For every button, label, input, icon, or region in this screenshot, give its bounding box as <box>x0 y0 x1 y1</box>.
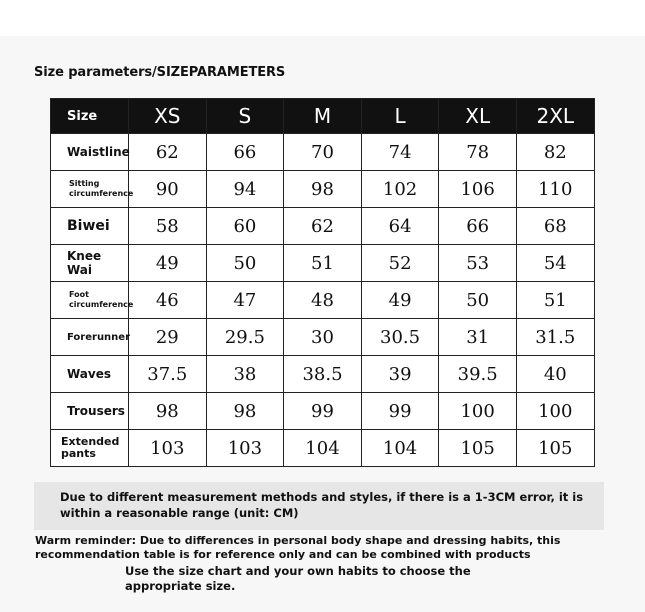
table-cell: 39.5 <box>439 356 517 393</box>
size-header-row <box>51 99 595 134</box>
size-table <box>50 98 595 467</box>
table-cell: 58 <box>129 208 207 245</box>
row-label-line2: circumference <box>69 300 134 309</box>
table-row <box>51 134 595 171</box>
table-cell: 53 <box>439 245 517 282</box>
table-row <box>51 356 595 393</box>
table-cell: 62 <box>284 208 362 245</box>
row-label-line1: Foot <box>69 290 89 299</box>
table-cell: 54 <box>516 245 594 282</box>
table-row <box>51 208 595 245</box>
measurement-note: Due to different measurement methods and styles, if there is a 1-3CM error, it is within a reasonable range (unit: CM) <box>60 490 584 520</box>
size-header-xl: XL <box>439 99 517 134</box>
table-cell: 100 <box>516 393 594 430</box>
table-cell: 50 <box>206 245 284 282</box>
size-header-m: M <box>284 99 362 134</box>
row-label-waves: Waves <box>51 356 129 393</box>
table-cell: 82 <box>516 134 594 171</box>
row-label-biwei: Biwei <box>51 208 129 245</box>
row-label-line2: pants <box>61 447 96 460</box>
table-cell: 29 <box>129 319 207 356</box>
table-row <box>51 282 595 319</box>
row-label-line1: Sitting <box>69 179 100 188</box>
table-cell: 31 <box>439 319 517 356</box>
table-cell: 98 <box>284 171 362 208</box>
table-cell: 47 <box>206 282 284 319</box>
table-cell: 104 <box>284 430 362 467</box>
warm-reminder-continued: Use the size chart and your own habits to choose the appropriate size. <box>125 564 471 593</box>
table-cell: 46 <box>129 282 207 319</box>
row-label-trousers: Trousers <box>51 393 129 430</box>
row-label-line1: Extended <box>61 435 120 448</box>
table-row <box>51 171 595 208</box>
table-cell: 105 <box>439 430 517 467</box>
table-cell: 49 <box>361 282 439 319</box>
table-cell: 106 <box>439 171 517 208</box>
table-cell: 74 <box>361 134 439 171</box>
row-label-extended-pants <box>51 430 129 467</box>
table-cell: 78 <box>439 134 517 171</box>
table-cell: 90 <box>129 171 207 208</box>
row-label-foot-circumference <box>51 282 134 319</box>
row-label-knee-wai: Knee Wai <box>51 245 129 282</box>
table-cell: 66 <box>206 134 284 171</box>
table-row <box>51 393 595 430</box>
table-cell: 60 <box>206 208 284 245</box>
table-cell: 37.5 <box>129 356 207 393</box>
table-cell: 100 <box>439 393 517 430</box>
table-cell: 38 <box>206 356 284 393</box>
size-header-2xl: 2XL <box>516 99 594 134</box>
warm-reminder: Warm reminder: Due to differences in personal body shape and dressing habits, this recommendation table is for reference only and can be combined with products <box>35 534 561 561</box>
table-cell: 62 <box>129 134 207 171</box>
table-cell: 30 <box>284 319 362 356</box>
size-header-l: L <box>361 99 439 134</box>
table-cell: 50 <box>439 282 517 319</box>
table-cell: 40 <box>516 356 594 393</box>
row-label-waistline: Waistline <box>51 134 129 171</box>
table-cell: 98 <box>206 393 284 430</box>
table-cell: 99 <box>284 393 362 430</box>
table-cell: 103 <box>129 430 207 467</box>
top-band <box>0 0 645 36</box>
row-label-forerunner: Forerunner <box>51 319 129 356</box>
table-cell: 52 <box>361 245 439 282</box>
table-cell: 51 <box>284 245 362 282</box>
size-header-xs: XS <box>129 99 207 134</box>
table-cell: 30.5 <box>361 319 439 356</box>
row-label-sitting-circumference <box>51 171 134 208</box>
table-cell: 103 <box>206 430 284 467</box>
table-cell: 51 <box>516 282 594 319</box>
size-header-s: S <box>206 99 284 134</box>
table-cell: 49 <box>129 245 207 282</box>
table-row <box>51 430 595 467</box>
table-row <box>51 245 595 282</box>
table-cell: 105 <box>516 430 594 467</box>
table-cell: 104 <box>361 430 439 467</box>
table-cell: 29.5 <box>206 319 284 356</box>
table-cell: 94 <box>206 171 284 208</box>
table-cell: 31.5 <box>516 319 594 356</box>
row-label-line2: circumference <box>69 189 134 198</box>
table-cell: 48 <box>284 282 362 319</box>
size-corner-label: Size <box>51 99 129 134</box>
table-cell: 38.5 <box>284 356 362 393</box>
table-row <box>51 319 595 356</box>
table-cell: 66 <box>439 208 517 245</box>
table-cell: 39 <box>361 356 439 393</box>
table-cell: 102 <box>361 171 439 208</box>
table-cell: 64 <box>361 208 439 245</box>
table-cell: 99 <box>361 393 439 430</box>
table-cell: 70 <box>284 134 362 171</box>
table-cell: 110 <box>516 171 594 208</box>
page-title: Size parameters/SIZEPARAMETERS <box>34 65 286 80</box>
table-cell: 98 <box>129 393 207 430</box>
table-cell: 68 <box>516 208 594 245</box>
